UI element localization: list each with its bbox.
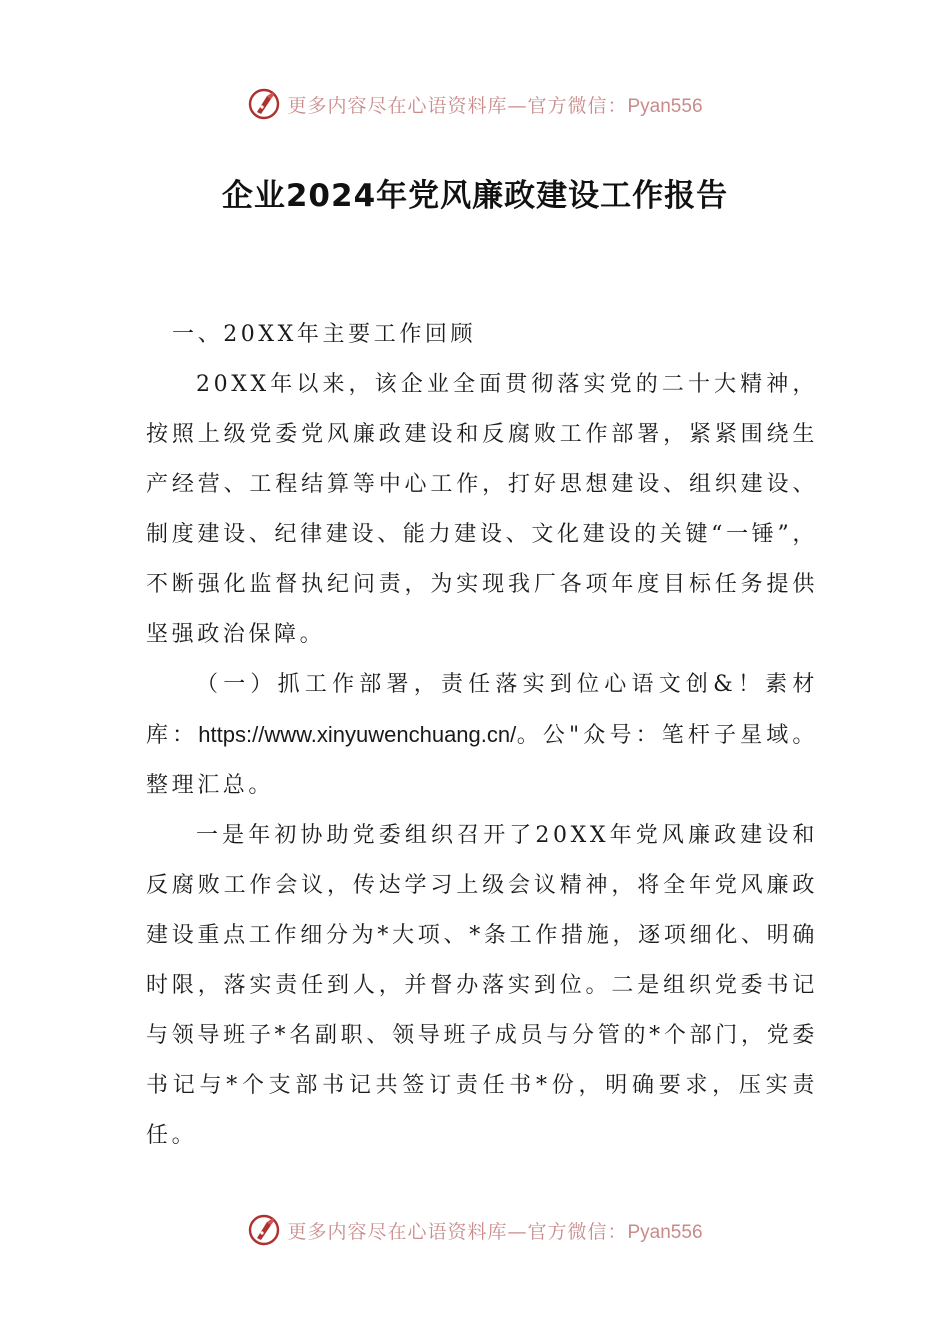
sub-heading-text: （一）抓工作部署，责任落实到位心语文创&！素材库： [146,672,818,748]
header-banner [0,82,950,126]
banner-wechat-id: Pyan556 [627,1221,703,1243]
document-title: 企业2024年党风廉政建设工作报告 [221,178,729,214]
sub-heading-tail: 。公"众号：笔杆子星域。整理汇总。 [146,723,818,798]
body-paragraph: 20XX年以来，该企业全面贯彻落实党的二十大精神，按照上级党委党风廉政建设和反腐败工作部署，紧紧围绕生产经营、工程结算等中心工作，打好思想建设、组织建设、制度建设、纪律建设、能力建设、文化建设的关键“一锤”，不断强化监督执纪问责，为实现我厂各项年度目标任务提供坚强政治保障。 [146,372,818,647]
banner-text: 更多内容尽在心语资料库—官方微信：Pyan556 [287,94,703,117]
footer-banner [0,1208,950,1252]
banner-text: 更多内容尽在心语资料库—官方微信：Pyan556 [287,1220,703,1243]
pen-nib-logo-icon [247,1213,281,1247]
sub-heading-paragraph [146,660,818,811]
pen-nib-logo-icon [247,87,281,121]
section-heading: 一、20XX年主要工作回顾 [172,322,477,347]
body-paragraph: 一是年初协助党委组织召开了20XX年党风廉政建设和反腐败工作会议，传达学习上级会议精神，将全年党风廉政建设重点工作细分为*大项、*条工作措施，逐项细化、明确时限，落实责任到人，并督办落实到位。二是组织党委书记与领导班子*名副职、领导班子成员与分管的*个部门，党委书记与*个支部书记共签订责任书*份，明确要求，压实责任。 [146,823,818,1148]
website-link[interactable]: https://www.xinyuwenchuang.cn/ [198,722,517,747]
document-body [146,310,818,1161]
banner-wechat-id: Pyan556 [627,95,703,117]
